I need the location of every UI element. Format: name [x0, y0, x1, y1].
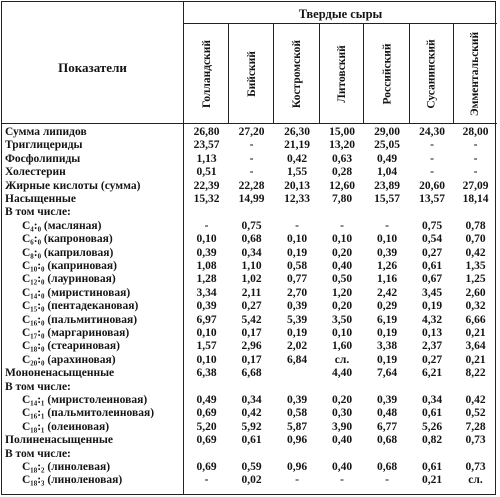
value-cell: 6,77: [376, 420, 398, 433]
value-cell: 0,61: [421, 260, 443, 272]
value-cell: [184, 381, 229, 394]
value-cell: -: [340, 219, 344, 232]
value-cell: 0,19: [376, 327, 398, 339]
value-cell: 1,20: [331, 286, 353, 299]
row-label: Сумма липидов: [5, 126, 87, 138]
value-cell: 14,99: [238, 193, 265, 205]
row-label: В том числе:: [5, 206, 71, 219]
value-cell: 0,39: [286, 300, 308, 313]
table-row: [2, 461, 497, 474]
value-cell: 1,08: [196, 260, 217, 272]
value-cell: 13,57: [419, 193, 445, 205]
value-cell: 0,34: [241, 394, 262, 406]
value-cell: 0,19: [286, 246, 308, 259]
table-row: [2, 340, 497, 353]
value-cell: 0,39: [196, 300, 217, 313]
value-cell: 0,21: [465, 327, 486, 339]
value-cell: 1,16: [376, 273, 398, 286]
value-cell: 0,39: [286, 394, 308, 406]
value-cell: сл.: [334, 353, 350, 366]
column-header-label: Эмментальский: [469, 31, 482, 117]
row-label: Полиненасыщенные: [5, 434, 113, 447]
value-cell: 0,21: [465, 353, 486, 366]
table-row: [2, 474, 497, 487]
value-cell: [454, 381, 497, 394]
indicator-header: Показатели: [58, 60, 127, 75]
value-cell: 26,80: [193, 126, 220, 138]
value-cell: 0,28: [331, 166, 353, 179]
value-cell: 3,45: [421, 286, 443, 299]
table-row: [2, 354, 497, 367]
value-cell: 0,58: [286, 260, 308, 272]
value-cell: 23,89: [374, 179, 400, 192]
value-cell: 0,30: [331, 407, 353, 420]
value-cell: [454, 448, 497, 461]
value-cell: 0,51: [196, 166, 217, 179]
column-header-label: Костромской: [291, 39, 303, 109]
value-cell: 0,20: [331, 394, 353, 406]
value-cell: 6,21: [421, 367, 443, 380]
value-cell: [229, 206, 274, 219]
value-cell: 18,14: [462, 193, 489, 205]
value-cell: [410, 206, 454, 219]
value-cell: 22,28: [238, 179, 265, 192]
value-cell: 3,90: [331, 420, 353, 433]
value-cell: 0,39: [376, 394, 398, 406]
value-cell: 24,30: [419, 126, 445, 138]
value-cell: 0,48: [376, 407, 398, 420]
row-label: C₁₄:₁ (миристолеиновая): [22, 394, 148, 406]
value-cell: 5,92: [241, 420, 262, 433]
column-header: [410, 26, 454, 122]
value-cell: 0,39: [196, 246, 217, 259]
value-cell: 6,38: [196, 367, 217, 380]
value-cell: [410, 381, 454, 394]
table-row: [2, 206, 497, 219]
value-cell: 0,96: [286, 461, 308, 473]
value-cell: 0,67: [421, 273, 443, 286]
value-cell: 1,60: [331, 340, 353, 353]
value-cell: 0,69: [196, 434, 217, 447]
row-label: В том числе:: [5, 380, 71, 393]
value-cell: [274, 206, 320, 219]
value-cell: 23,57: [193, 139, 220, 152]
value-cell: 0,27: [421, 246, 443, 259]
value-cell: 29,00: [374, 126, 400, 138]
value-cell: 4,40: [331, 367, 353, 380]
value-cell: 1,13: [196, 152, 217, 165]
table-row: [2, 394, 497, 407]
value-cell: 0,34: [241, 246, 262, 259]
row-label: В том числе:: [5, 447, 71, 460]
row-label: C₁₆:₁ (пальмитолеиновая): [22, 407, 155, 420]
value-cell: 0,75: [241, 219, 262, 232]
row-label: C₈:₀ (каприловая): [22, 246, 114, 259]
row-label: Фосфолипиды: [5, 152, 81, 165]
row-label: C₄:₀ (масляная): [22, 219, 102, 232]
column-header-label: Бийский: [245, 51, 258, 97]
table-row: [2, 421, 497, 434]
value-cell: 6,97: [196, 313, 217, 326]
value-cell: 12,60: [329, 179, 355, 192]
value-cell: 0,61: [421, 461, 443, 473]
value-cell: 0,20: [331, 246, 353, 259]
value-cell: 0,27: [241, 300, 262, 313]
value-cell: 0,19: [286, 327, 308, 339]
row-label: Триглицериды: [5, 139, 83, 152]
value-cell: 3,50: [331, 313, 353, 326]
table-row: [2, 434, 497, 447]
value-cell: [364, 206, 410, 219]
value-cell: -: [385, 219, 389, 232]
value-cell: 0,61: [421, 407, 443, 420]
table-row: [2, 139, 497, 152]
value-cell: 6,84: [286, 353, 308, 366]
column-header: [274, 26, 320, 122]
value-cell: -: [430, 166, 434, 179]
value-cell: 0,10: [196, 233, 217, 246]
value-cell: [320, 206, 364, 219]
value-cell: -: [430, 139, 434, 152]
value-cell: -: [295, 474, 299, 487]
value-cell: 0,02: [241, 474, 262, 487]
value-cell: -: [430, 152, 434, 165]
value-cell: -: [249, 139, 254, 152]
value-cell: 13,20: [329, 139, 355, 152]
value-cell: 20,60: [419, 179, 445, 192]
value-cell: 3,34: [196, 286, 217, 299]
value-cell: 1,57: [196, 340, 217, 353]
column-header-label: Голландский: [200, 40, 213, 108]
value-cell: 0,42: [286, 152, 308, 165]
value-cell: 27,20: [238, 126, 265, 138]
value-cell: 0,59: [241, 461, 262, 473]
table-row: [2, 381, 497, 394]
table-row: [2, 247, 497, 260]
value-cell: 0,42: [465, 246, 486, 259]
column-header: [454, 26, 497, 122]
row-label: Холестерин: [5, 166, 66, 179]
value-cell: 20,13: [284, 179, 310, 192]
value-cell: 7,28: [465, 420, 486, 433]
value-cell: 3,64: [465, 340, 486, 353]
value-cell: сл.: [468, 474, 483, 487]
value-cell: 6,68: [241, 367, 262, 380]
value-cell: 0,50: [331, 273, 353, 286]
column-header-label: Литовский: [336, 45, 348, 103]
value-cell: 1,25: [465, 273, 486, 286]
value-cell: 0,40: [331, 434, 353, 447]
value-cell: 0,49: [376, 152, 398, 165]
value-cell: 0,63: [331, 152, 353, 165]
column-header: [184, 26, 229, 122]
value-cell: 0,29: [376, 300, 398, 313]
row-label: C₁₈:₀ (стеариновая): [22, 340, 120, 353]
value-cell: [229, 381, 274, 394]
value-cell: [454, 206, 497, 219]
value-cell: 26,30: [284, 126, 310, 138]
value-cell: 25,05: [374, 139, 400, 152]
value-cell: 0,13: [421, 327, 443, 339]
value-cell: 0,21: [421, 474, 443, 487]
value-cell: 1,28: [196, 273, 217, 286]
value-cell: 0,19: [376, 353, 398, 366]
value-cell: 1,02: [241, 273, 262, 286]
lipid-composition-table: [1, 1, 496, 495]
value-cell: 28,00: [462, 126, 489, 138]
value-cell: 0,68: [376, 461, 398, 473]
table-row: [2, 166, 497, 179]
row-label: C₆:₀ (капроновая): [22, 233, 113, 246]
table-row: [2, 273, 497, 286]
value-cell: 7,64: [376, 367, 398, 380]
value-cell: 5,26: [421, 420, 443, 433]
value-cell: 0,32: [465, 300, 486, 313]
value-cell: 4,32: [421, 313, 443, 326]
value-cell: 0,42: [241, 407, 262, 420]
value-cell: 5,42: [241, 313, 262, 326]
row-label: C₁₇:₀ (маргариновая): [22, 327, 130, 339]
table-row: [2, 260, 497, 273]
value-cell: 6,66: [465, 313, 486, 326]
value-cell: 0,10: [196, 353, 217, 366]
row-label: C₁₈:₂ (линолевая): [22, 461, 111, 473]
value-cell: [184, 206, 229, 219]
value-cell: 15,57: [374, 193, 400, 205]
value-cell: -: [295, 219, 299, 232]
value-cell: 15,32: [193, 193, 220, 205]
value-cell: 0,70: [465, 233, 486, 246]
value-cell: [184, 448, 229, 461]
row-label: C₁₈:₃ (линоленовая): [22, 474, 123, 487]
table-row: [2, 126, 497, 139]
value-cell: 0,75: [421, 219, 443, 232]
row-label: C₂₀:₀ (арахиновая): [22, 353, 116, 366]
value-cell: 2,42: [376, 286, 398, 299]
row-label: Жирные кислоты (сумма): [5, 179, 141, 192]
value-cell: 8,22: [465, 367, 486, 380]
value-cell: 0,68: [376, 434, 398, 447]
value-cell: 2,96: [241, 340, 262, 353]
value-cell: 0,40: [331, 260, 353, 272]
value-cell: 1,26: [376, 260, 398, 272]
value-cell: 5,39: [286, 313, 308, 326]
value-cell: 0,10: [331, 327, 353, 339]
row-label: C₁₀:₀ (каприновая): [22, 260, 117, 272]
value-cell: 0,82: [421, 434, 443, 447]
value-cell: -: [473, 139, 478, 152]
value-cell: 0,17: [241, 327, 262, 339]
value-cell: 0,58: [286, 407, 308, 420]
value-cell: 0,73: [465, 461, 486, 473]
value-cell: 22,39: [193, 179, 220, 192]
value-cell: 1,55: [286, 166, 308, 179]
column-header: [229, 26, 274, 122]
value-cell: 5,87: [286, 420, 308, 433]
table-row: [2, 287, 497, 300]
table-row: [2, 407, 497, 420]
table-row: [2, 180, 497, 193]
value-cell: 0,10: [196, 327, 217, 339]
value-cell: 1,04: [376, 166, 398, 179]
value-cell: 0,69: [196, 461, 217, 473]
table-row: [2, 153, 497, 166]
value-cell: 7,80: [331, 193, 353, 205]
value-cell: 2,11: [241, 286, 262, 299]
row-label: C₁₂:₀ (лауриновая): [22, 273, 116, 286]
value-cell: 27,09: [462, 179, 489, 192]
table-row: [2, 220, 497, 233]
value-cell: -: [385, 474, 389, 487]
table-row: [2, 367, 497, 380]
value-cell: -: [473, 152, 478, 165]
column-header: [320, 26, 364, 122]
table-row: [2, 193, 497, 206]
table-row: [2, 314, 497, 327]
value-cell: 0,20: [331, 300, 353, 313]
value-cell: 2,60: [465, 286, 486, 299]
value-cell: 0,10: [286, 233, 308, 246]
value-cell: 2,70: [286, 286, 308, 299]
value-cell: 2,02: [286, 340, 308, 353]
value-cell: -: [204, 219, 209, 232]
value-cell: [320, 448, 364, 461]
table-row: [2, 448, 497, 461]
row-label: C₁₄:₀ (миристиновая): [22, 286, 131, 299]
row-label: C₁₈:₁ (олеиновая): [22, 420, 110, 433]
value-cell: 0,39: [376, 246, 398, 259]
value-cell: 0,42: [465, 394, 486, 406]
value-cell: 0,73: [465, 434, 486, 447]
value-cell: 0,10: [331, 233, 353, 246]
row-label: C₁₆:₀ (пальмитиновая): [22, 313, 138, 326]
value-cell: 0,17: [241, 353, 262, 366]
value-cell: 0,40: [331, 461, 353, 473]
value-cell: 12,33: [284, 193, 310, 205]
value-cell: [229, 448, 274, 461]
header-bottom-rule: [2, 123, 497, 124]
row-label: C₁₅:₀ (пентадекановая): [22, 300, 139, 313]
table-row: [2, 327, 497, 340]
group-header-rule: [184, 23, 497, 24]
column-header: [364, 26, 410, 122]
value-cell: 1,10: [241, 260, 262, 272]
value-cell: [274, 367, 320, 380]
column-header-label: Сусанинский: [426, 39, 438, 109]
group-header: Твердые сыры: [298, 7, 383, 21]
value-cell: 0,52: [465, 407, 486, 420]
value-cell: -: [204, 474, 209, 487]
value-cell: 0,49: [196, 394, 217, 406]
value-cell: -: [249, 166, 254, 179]
value-cell: [410, 448, 454, 461]
value-cell: 0,96: [286, 434, 308, 447]
table-row: [2, 233, 497, 246]
table-row: [2, 300, 497, 313]
value-cell: 21,19: [284, 139, 310, 152]
value-cell: 3,38: [376, 340, 398, 353]
value-cell: 6,19: [376, 313, 398, 326]
value-cell: 0,54: [421, 233, 443, 246]
value-cell: 0,27: [421, 353, 443, 366]
value-cell: 0,19: [421, 300, 443, 313]
value-cell: -: [340, 474, 344, 487]
value-cell: 0,34: [421, 394, 443, 406]
value-cell: 0,78: [465, 219, 486, 232]
value-cell: 0,69: [196, 407, 217, 420]
column-header-label: Российский: [381, 43, 393, 105]
value-cell: 0,61: [241, 434, 262, 447]
value-cell: 2,37: [421, 340, 443, 353]
value-cell: [320, 381, 364, 394]
value-cell: [274, 448, 320, 461]
value-cell: -: [473, 166, 478, 179]
value-cell: 1,35: [465, 260, 486, 272]
value-cell: [364, 448, 410, 461]
value-cell: -: [249, 152, 254, 165]
row-label: Мононенасыщенные: [5, 367, 115, 380]
value-cell: 0,68: [241, 233, 262, 246]
value-cell: 0,77: [286, 273, 308, 286]
value-cell: 15,00: [329, 126, 355, 138]
value-cell: 5,20: [196, 420, 217, 433]
row-label: Насыщенные: [5, 193, 76, 205]
value-cell: [364, 381, 410, 394]
value-cell: [274, 381, 320, 394]
value-cell: 0,10: [376, 233, 398, 246]
